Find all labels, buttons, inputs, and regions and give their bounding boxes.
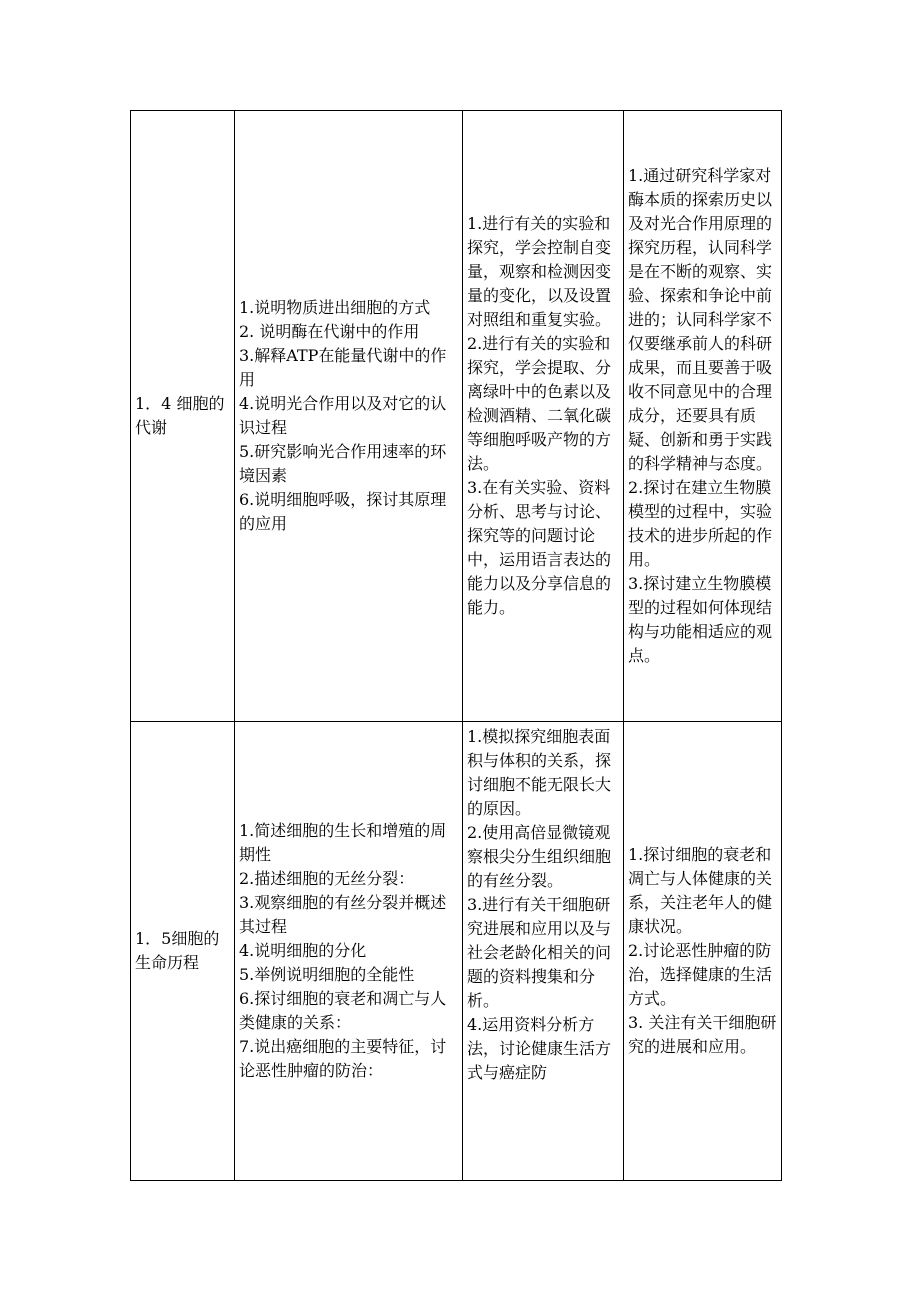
topic-label: 1．4 细胞的代谢: [135, 394, 225, 437]
activity-item: 1.模拟探究细胞表面积与体积的关系，探讨细胞不能无限长大的原因。: [467, 727, 612, 818]
value-item: 3. 关注有关干细胞研究的进展和应用。: [628, 1013, 777, 1056]
table-row: [131, 722, 782, 1181]
activity-item: 3.进行有关干细胞研究进展和应用以及与社会老龄化相关的问题的资料搜集和分析。: [467, 895, 612, 1010]
objective-item: 4.说明细胞的分化: [239, 941, 367, 960]
objective-item: 4.说明光合作用以及对它的认识过程: [239, 394, 447, 437]
value-item: 1.探讨细胞的衰老和凋亡与人体健康的关系，关注老年人的健康状况。: [628, 845, 773, 936]
objectives-cell: [235, 722, 463, 1181]
activity-item: 1.进行有关的实验和探究，学会控制自变量，观察和检测因变量的变化，以及设置对照组和重复实验。: [467, 214, 612, 329]
values-cell: [624, 111, 782, 722]
objective-item: 5.研究影响光合作用速率的环境因素: [239, 442, 447, 485]
objective-item: 5.举例说明细胞的全能性: [239, 965, 415, 984]
values-cell: [624, 722, 782, 1181]
topic-cell: [131, 111, 235, 722]
objective-item: 3.解释ATP在能量代谢中的作用: [239, 346, 447, 389]
activities-cell: [463, 111, 624, 722]
objectives-cell: [235, 111, 463, 722]
topic-cell: [131, 722, 235, 1181]
activity-item: 2.进行有关的实验和探究，学会提取、分离绿叶中的色素以及检测酒精、二氧化碳等细胞呼吸产物的方法。: [467, 334, 612, 473]
activities-clip: [467, 725, 619, 1177]
objective-item: 3.观察细胞的有丝分裂并概述其过程: [239, 893, 447, 936]
activity-item: 3.在有关实验、资料分析、思考与讨论、探究等的问题讨论中，运用语言表达的能力以及分享信息的能力。: [467, 478, 612, 617]
objective-item: 2.描述细胞的无丝分裂：: [239, 869, 415, 888]
activities-cell: [463, 722, 624, 1181]
value-item: 3.探讨建立生物膜模型的过程如何体现结构与功能相适应的观点。: [628, 574, 773, 665]
topic-label: 1．5细胞的生命历程: [135, 929, 220, 972]
value-item: 2.讨论恶性肿瘤的防治，选择健康的生活方式。: [628, 941, 773, 1008]
curriculum-table: [130, 110, 782, 1181]
objective-item: 6.探讨细胞的衰老和凋亡与人类健康的关系：: [239, 989, 447, 1032]
objective-item: 7.说出癌细胞的主要特征，讨论恶性肿瘤的防治：: [239, 1037, 447, 1080]
value-item: 2.探讨在建立生物膜模型的过程中，实验技术的进步所起的作用。: [628, 478, 773, 569]
objective-item: 6.说明细胞呼吸，探讨其原理的应用: [239, 490, 447, 533]
objective-item: 2. 说明酶在代谢中的作用: [239, 322, 420, 341]
value-item: 1.通过研究科学家对酶本质的探索历史以及对光合作用原理的探究历程，认同科学是在不断的观察、实验、探索和争论中前进的；认同科学家不仅要继承前人的科研成果，而且要善于吸收不同意见中的合理成分，还要具有质疑、创新和勇于实践的科学精神与态度。: [628, 166, 773, 473]
activity-item: 2.使用高倍显微镜观察根尖分生组织细胞的有丝分裂。: [467, 823, 612, 890]
objective-item: 1.说明物质进出细胞的方式: [239, 298, 431, 317]
objective-item: 1.简述细胞的生长和增殖的周期性: [239, 821, 447, 864]
activity-item: 4.运用资料分析方法，讨论健康生活方式与癌症防: [467, 1015, 612, 1082]
table-row: [131, 111, 782, 722]
